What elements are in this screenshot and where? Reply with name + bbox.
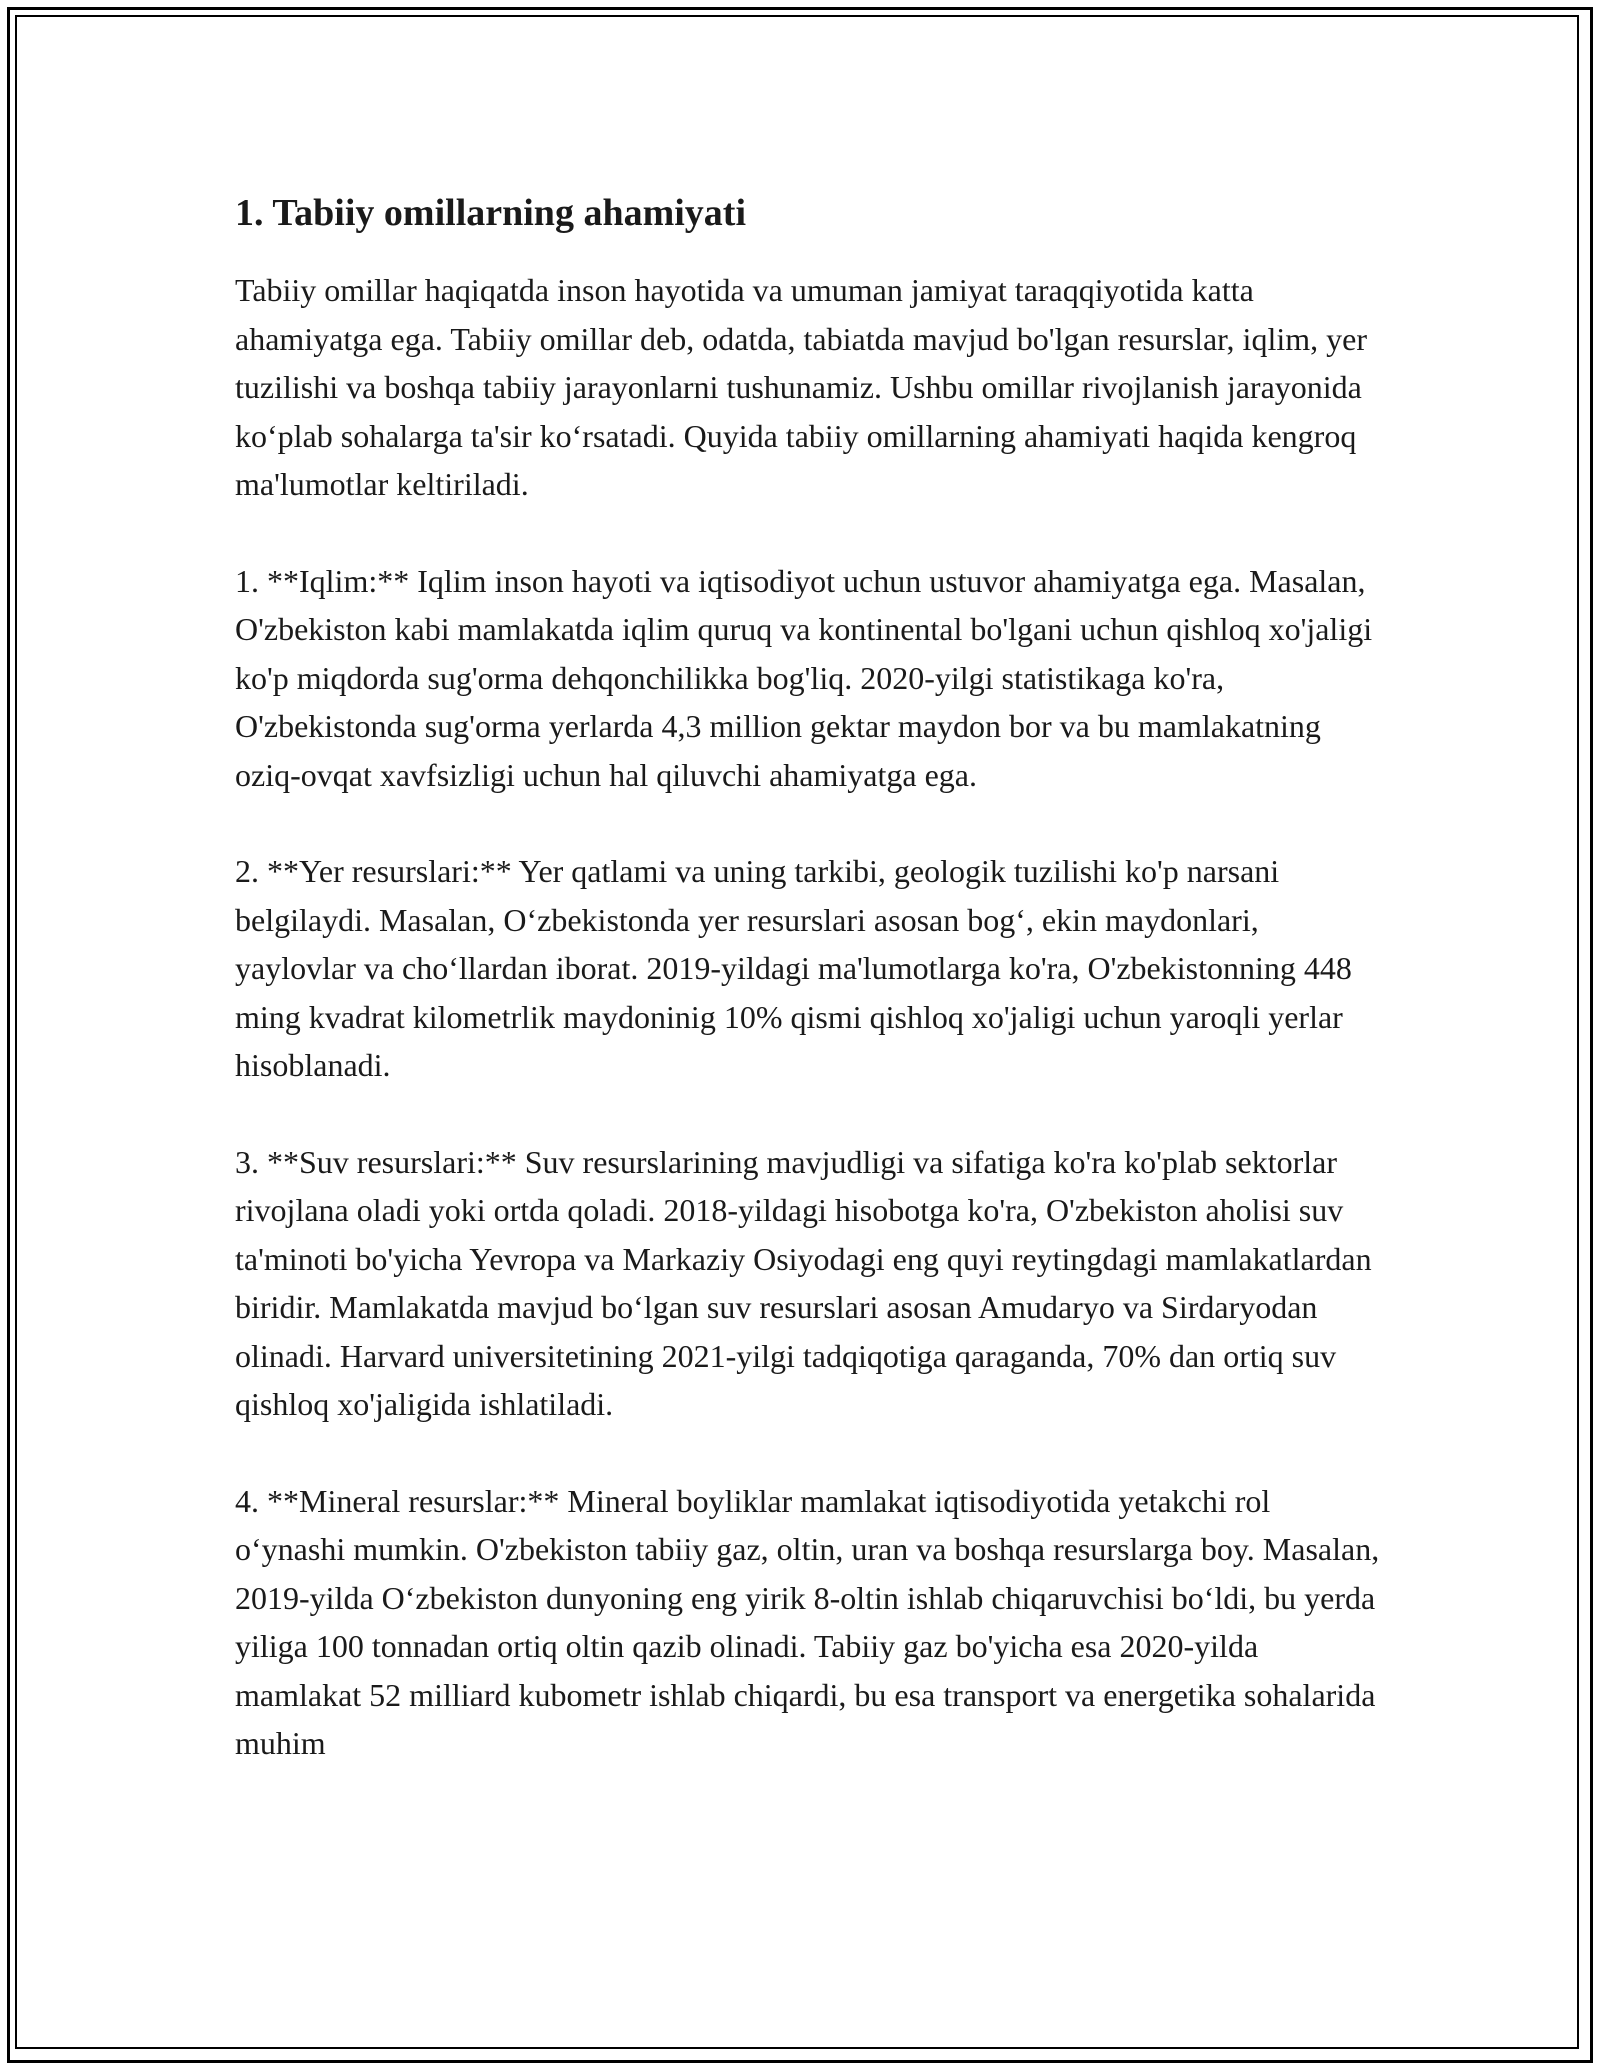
intro-paragraph: Tabiiy omillar haqiqatda inson hayotida va umuman jamiyat taraqqiyotida katta ahamiyatga ega. Tabiiy omillar deb, odatda, tabiatda mavjud bo'lgan resurslar, iqlim, yer tuzilishi va boshqa tabiiy jarayonlarni tushunamiz. Ushbu omillar rivojlanish jarayonida ko‘plab sohalarga ta'sir ko‘rsatadi. Quyida tabiiy omillarning ahamiyati haqida kengroq ma'lumotlar keltiriladi.	[235, 272, 1367, 502]
water-resources-paragraph: 3. **Suv resurslari:** Suv resurslarining mavjudligi va sifatiga ko'ra ko'plab sektorlar rivojlana oladi yoki ortda qoladi. 2018-yildagi hisobotga ko'ra, O'zbekiston aholisi suv ta'minoti bo'yicha Yevropa va Markaziy Osiyodagi eng quyi reytingdagi mamlakatlardan biridir. Mamlakatda mavjud bo‘lgan suv resurslari asosan Amudaryo va Sirdaryodan olinadi. Harvard universitetining 2021-yilgi tadqiqotiga qaraganda, 70% dan ortiq suv qishloq xo'jaligida ishlatiladi.	[235, 1143, 1372, 1422]
land-resources-paragraph: 2. **Yer resurslari:** Yer qatlami va uning tarkibi, geologik tuzilishi ko'p narsani belgilaydi. Masalan, O‘zbekistonda yer resurslari asosan bog‘, ekin maydonlari, yaylovlar va cho‘llardan iborat. 2019-yildagi ma'lumotlarga ko'ra, O'zbekistonning 448 ming kvadrat kilometrlik maydoninig 10% qismi qishloq xo'jaligi uchun yaroqli yerlar hisoblanadi.	[235, 853, 1352, 1083]
section-heading: 1. Tabiiy omillarning ahamiyati	[235, 192, 746, 234]
climate-paragraph: 1. **Iqlim:** Iqlim inson hayoti va iqtisodiyot uchun ustuvor ahamiyatga ega. Masalan, O'zbekiston kabi mamlakatda iqlim quruq va kontinental bo'lgani uchun qishloq xo'jaligi ko'p miqdorda sug'orma dehqonchilikka bog'liq. 2020-yilgi statistikaga ko'ra, O'zbekistonda sug'orma yerlarda 4,3 million gektar maydon bor va bu mamlakatning oziq-ovqat xavfsizligi uchun hal qiluvchi ahamiyatga ega.	[235, 562, 1373, 793]
mineral-resources-paragraph: 4. **Mineral resurslar:** Mineral boyliklar mamlakat iqtisodiyotida yetakchi rol o‘ynashi mumkin. O'zbekiston tabiiy gaz, oltin, uran va boshqa resurslarga boy. Masalan, 2019-yilda O‘zbekiston dunyoning eng yirik 8-oltin ishlab chiqaruvchisi bo‘ldi, bu yerda yiliga 100 tonnadan ortiq oltin qazib olinadi. Tabiiy gaz bo'yicha esa 2020-yilda mamlakat 52 milliard kubometr ishlab chiqardi, bu esa transport va energetika sohalarida muhim	[235, 1482, 1380, 1761]
document-body	[235, 188, 1380, 1816]
